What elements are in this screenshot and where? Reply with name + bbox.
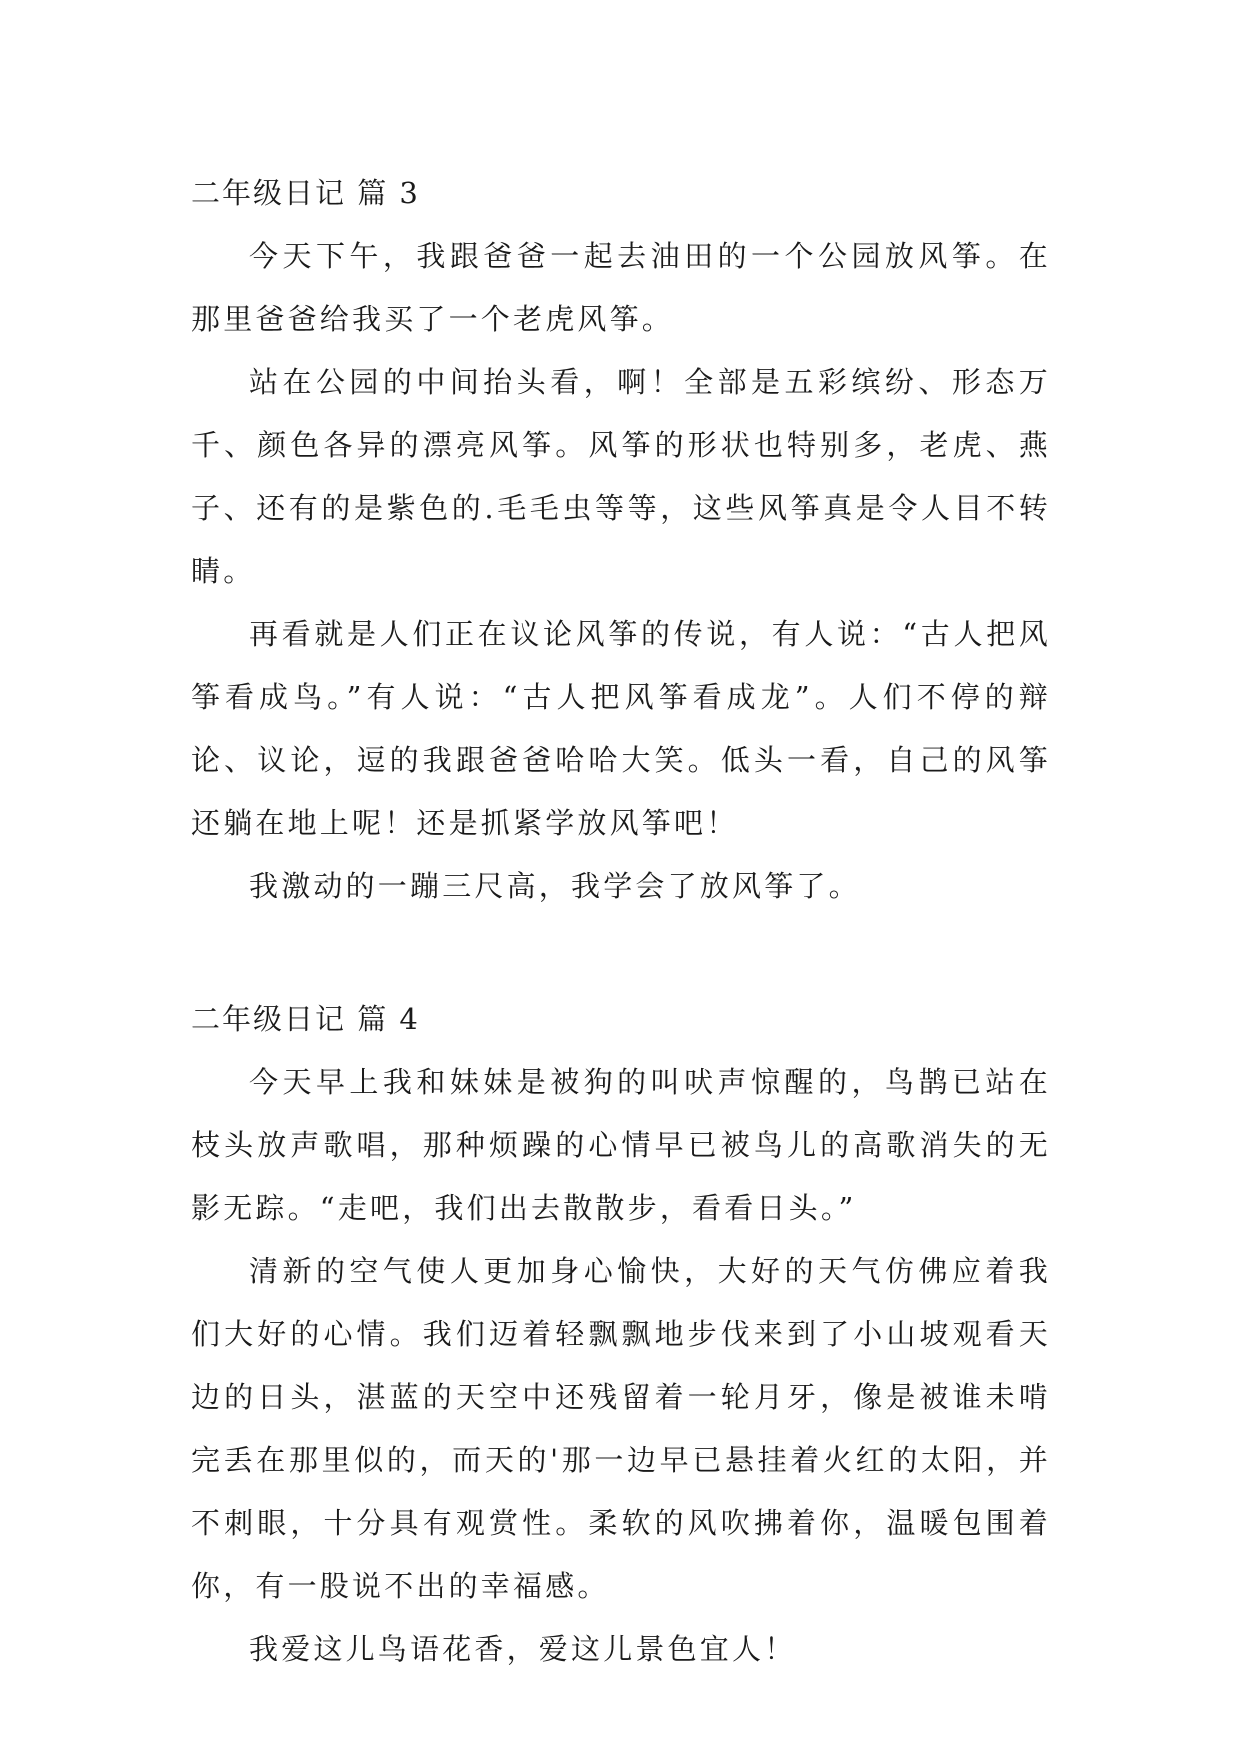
- paragraph: 我爱这儿鸟语花香，爱这儿景色宜人！: [249, 1632, 797, 1666]
- paragraph: 清新的空气使人更加身心愉快，大好的天气仿佛应着我们大好的心情。我们迈着轻飘飘地步伐来到了小山坡观看天边的日头，湛蓝的天空中还残留着一轮月牙，像是被谁未啃完丢在那里似的，而天的'那一边早已悬挂着火红的太阳，并不刺眼，十分具有观赏性。柔软的风吹拂着你，温暖包围着你，有一股说不出的幸福感。: [191, 1254, 1051, 1603]
- entry-title: 二年级日记 篇 3: [191, 176, 420, 210]
- paragraph: 站在公园的中间抬头看，啊！全部是五彩缤纷、形态万千、颜色各异的漂亮风筝。风筝的形状也特别多，老虎、燕子、还有的是紫色的.毛毛虫等等，这些风筝真是令人目不转睛。: [191, 365, 1051, 588]
- section-spacer: [191, 918, 1051, 988]
- paragraph: 我激动的一蹦三尺高，我学会了放风筝了。: [249, 869, 861, 903]
- diary-entry-3: [191, 162, 1051, 918]
- paragraph: 今天下午，我跟爸爸一起去油田的一个公园放风筝。在那里爸爸给我买了一个老虎风筝。: [191, 239, 1051, 336]
- entry-title: 二年级日记 篇 4: [191, 1002, 420, 1036]
- diary-entry-4: [191, 988, 1051, 1681]
- paragraph: 再看就是人们正在议论风筝的传说，有人说：“古人把风筝看成鸟。”有人说：“古人把风筝看成龙”。人们不停的辩论、议论，逗的我跟爸爸哈哈大笑。低头一看，自己的风筝还躺在地上呢！还是抓紧学放风筝吧！: [191, 617, 1051, 840]
- document-body: [191, 162, 1051, 1681]
- paragraph: 今天早上我和妹妹是被狗的叫吠声惊醒的，鸟鹊已站在枝头放声歌唱，那种烦躁的心情早已被鸟儿的高歌消失的无影无踪。“走吧，我们出去散散步，看看日头。”: [191, 1065, 1051, 1225]
